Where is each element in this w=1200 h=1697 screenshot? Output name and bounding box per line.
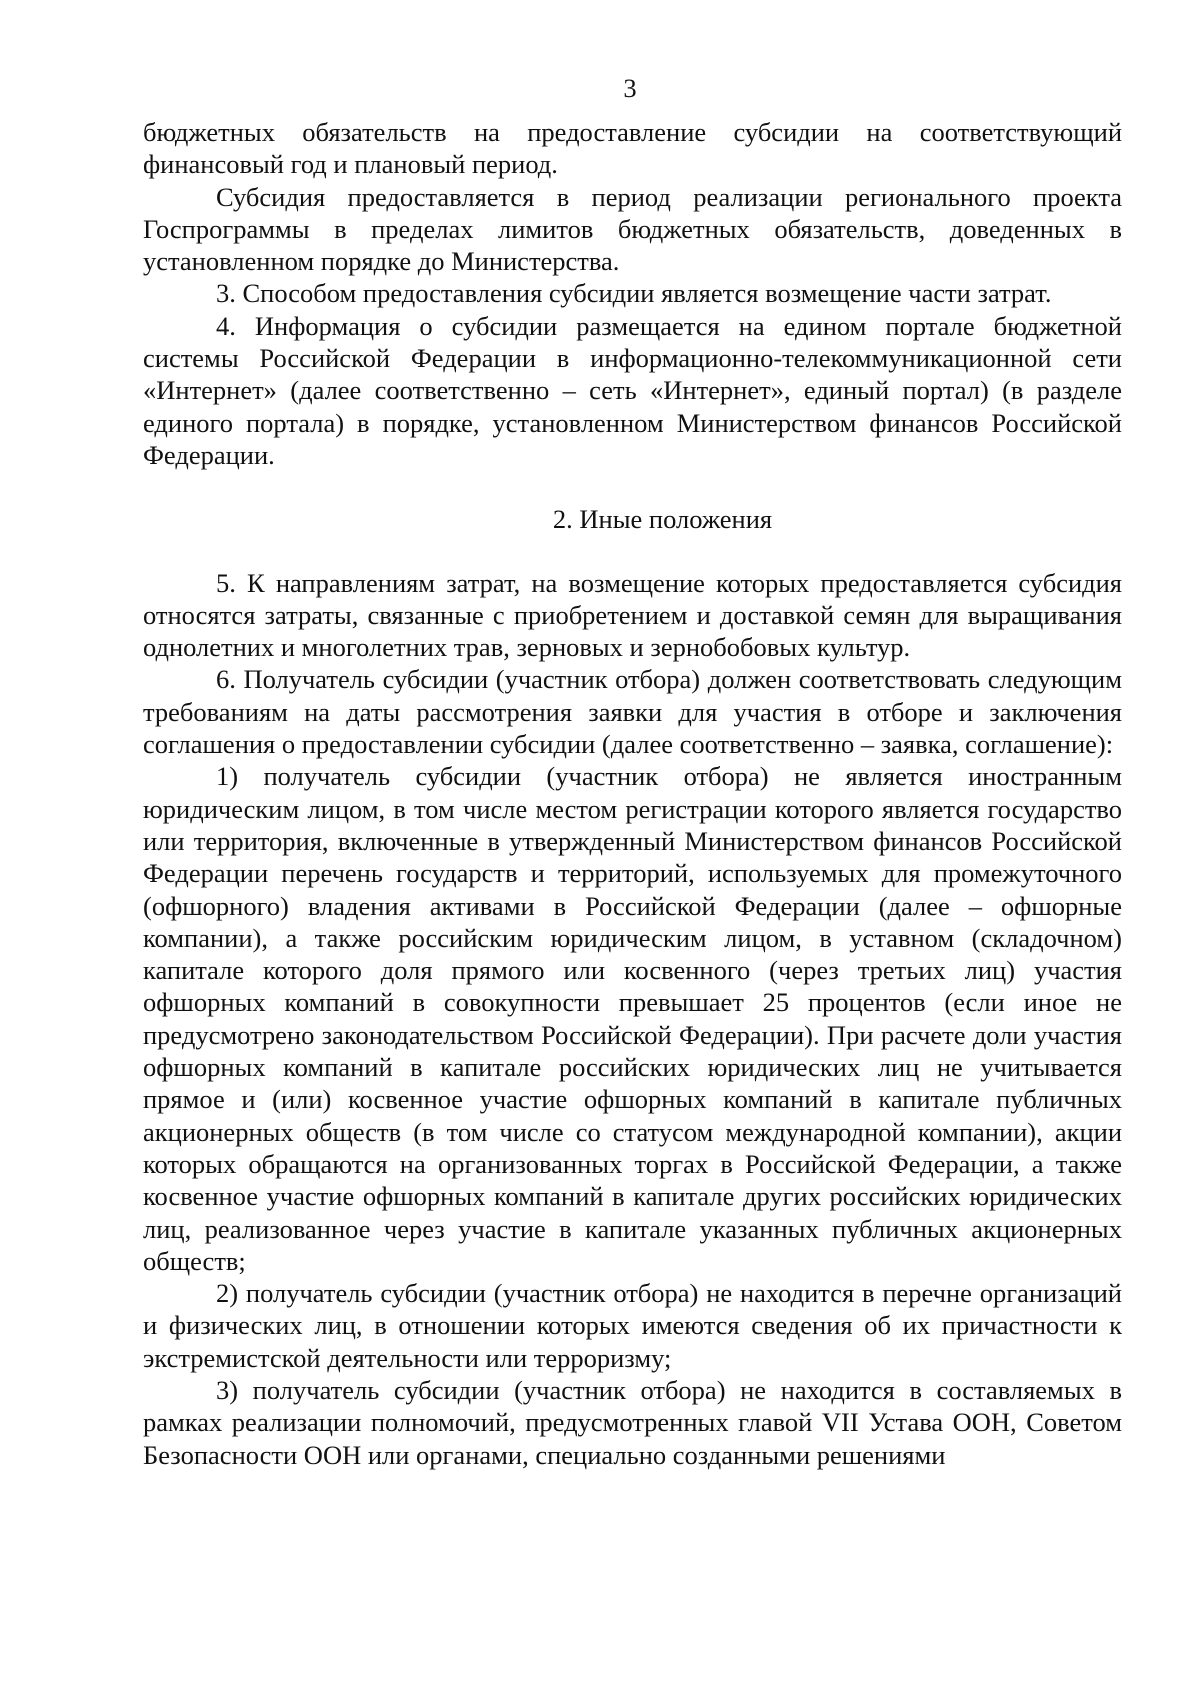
document-body [143, 116, 1122, 1471]
paragraph-4: 4. Информация о субсидии размещается на едином портале бюджетной системы Российской Федерации в информационно-телекоммуникационной сети «Интернет» (далее соответственно – сеть «Интернет», единый портал) (в разделе единого портала) в порядке, установленном Министерством финансов Российской Федерации. [143, 310, 1122, 470]
paragraph-6: 6. Получатель субсидии (участник отбора) должен соответствовать следующим требованиям на даты рассмотрения заявки для участия в отборе и заключения соглашения о предоставлении субсидии (далее соответственно – заявка, соглашение): [143, 664, 1122, 760]
paragraph-3: 3. Способом предоставления субсидии является возмещение части затрат. [216, 278, 1052, 309]
paragraph-subsidy-period: Субсидия предоставляется в период реализации регионального проекта Госпрограммы в пределах лимитов бюджетных обязательств, доведенных в установленном порядке до Министерства. [143, 181, 1122, 277]
paragraph-6-item-3: 3) получатель субсидии (участник отбора) не находится в составляемых в рамках реализации полномочий, предусмотренных главой VII Устава ООН, Советом Безопасности ООН или органами, специально созданными решениями [143, 1374, 1122, 1470]
paragraph-continuation: бюджетных обязательств на предоставление субсидии на соответствующий финансовый год и плановый период. [143, 117, 1122, 180]
page-number: 3 [623, 73, 637, 103]
paragraph-6-item-2: 2) получатель субсидии (участник отбора) не находится в перечне организаций и физических лиц, в отношении которых имеются сведения об их причастности к экстремистской деятельности или терроризму; [143, 1278, 1122, 1373]
paragraph-6-item-1: 1) получатель субсидии (участник отбора) не является иностранным юридическим лицом, в том числе местом регистрации которого является государство или территория, включенные в утвержденный Министерством финансов Российской Федерации перечень государств и территорий, используемых для промежуточного (офшорного) владения активами в Российской Федерации (далее – офшорные компании), а также российским юридическим лицом, в уставном (складочном) капитале которого доля прямого или косвенного (через третьих лиц) участия офшорных компаний в совокупности превышает 25 процентов (если иное не предусмотрено законодательством Российской Федерации). При расчете доли участия офшорных компаний в капитале российских юридических лиц не учитывается прямое и (или) косвенное участие офшорных компаний в капитале публичных акционерных обществ (в том числе со статусом международной компании), акции которых обращаются на организованных торгах в Российской Федерации, а также косвенное участие офшорных компаний в капитале других российских юридических лиц, реализованное через участие в капитале указанных публичных акционерных обществ; [143, 761, 1122, 1276]
paragraph-5: 5. К направлениям затрат, на возмещение которых предоставляется субсидия относятся затраты, связанные с приобретением и доставкой семян для выращивания однолетних и многолетних трав, зерновых и зернобобовых культур. [143, 567, 1122, 663]
section-heading: 2. Иные положения [552, 504, 773, 535]
